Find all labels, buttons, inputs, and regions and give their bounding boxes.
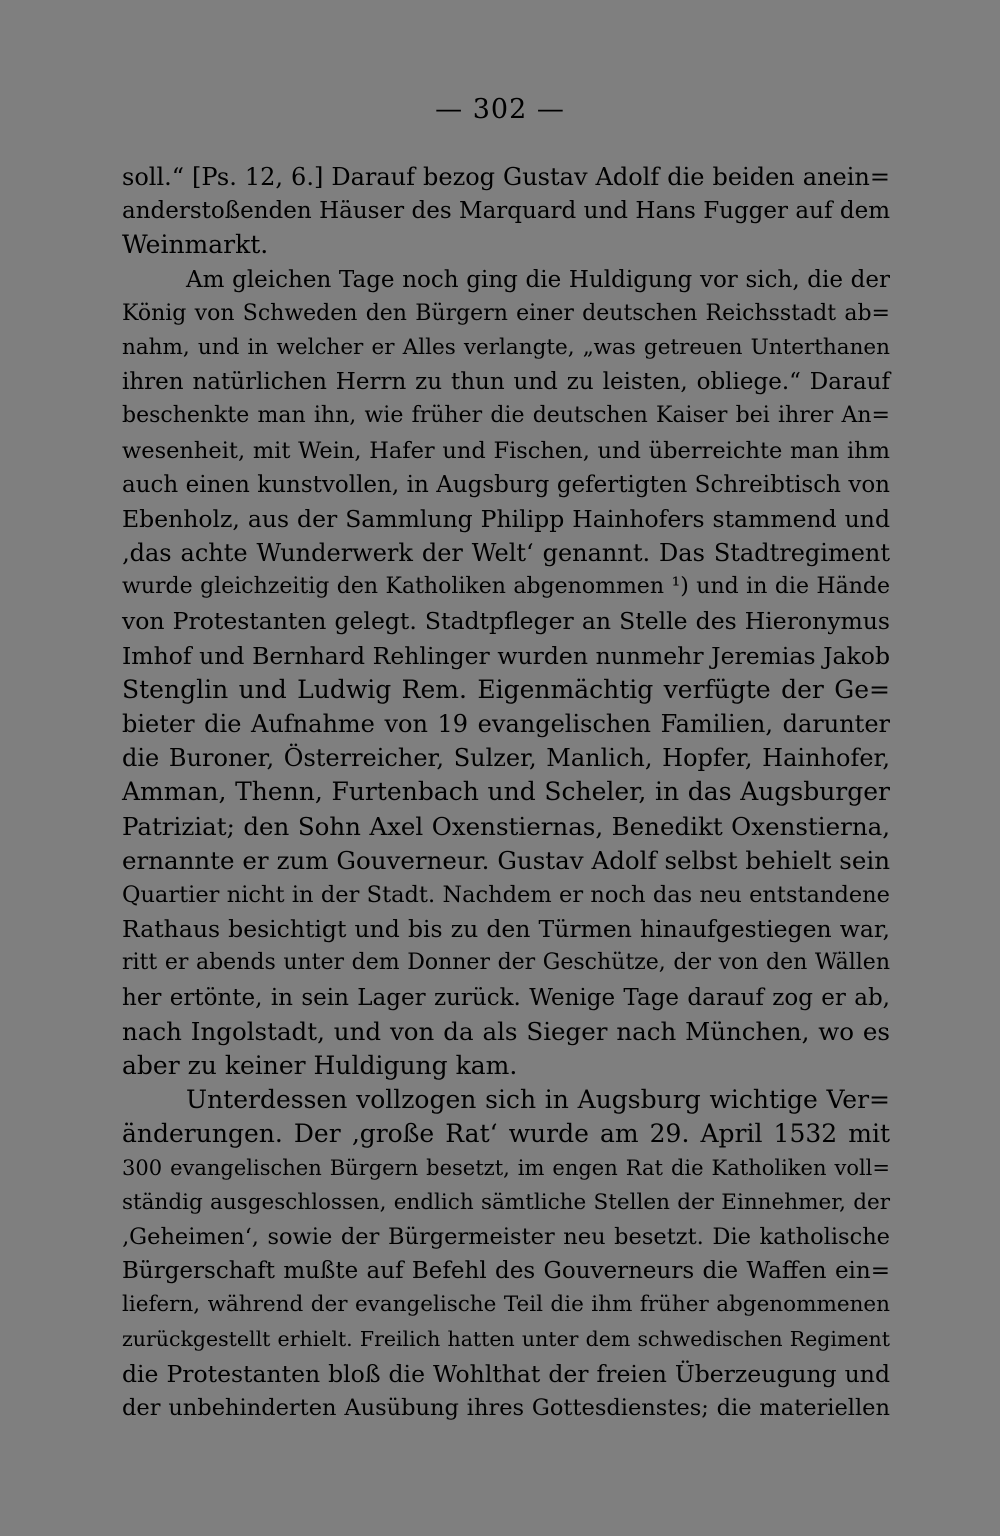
- text-line: soll.“ [Ps. 12, 6.] Darauf bezog Gustav Adolf die beiden anein=: [122, 163, 890, 191]
- text-line: die Buroner, Österreicher, Sulzer, Manlich, Hopfer, Hainhofer,: [122, 744, 890, 773]
- page-number: — 302 —: [435, 94, 565, 125]
- text-line: bieter die Aufnahme von 19 evangelischen Familien, darunter: [122, 710, 890, 738]
- text-line: ihren natürlichen Herrn zu thun und zu leisten, obliege.“ Darauf: [122, 369, 890, 396]
- text-line: liefern, während der evangelische Teil die ihm früher abgenommenen: [122, 1292, 890, 1318]
- text-line: Imhof und Bernhard Rehlinger wurden nunmehr Jeremias Jakob: [122, 641, 890, 670]
- body-text: [122, 160, 890, 1425]
- text-line: Ebenholz, aus der Sammlung Philipp Hainhofers stammend und: [122, 504, 890, 533]
- text-line: von Protestanten gelegt. Stadtpfleger an Stelle des Hieronymus: [122, 607, 890, 636]
- text-line: her ertönte, in sein Lager zurück. Wenige Tage darauf zog er ab,: [122, 984, 890, 1011]
- text-line: Patriziat; den Sohn Axel Oxenstiernas, Benedikt Oxenstierna,: [122, 811, 890, 841]
- text-line: Stenglin und Ludwig Rem. Eigenmächtig verfügte der Ge=: [122, 674, 890, 704]
- text-line: ‚das achte Wunderwerk der Welt‘ genannt. Das Stadtregiment: [122, 539, 890, 568]
- text-line: Am gleichen Tage noch ging die Huldigung vor sich, die der: [186, 266, 890, 293]
- text-line: Quartier nicht in der Stadt. Nachdem er noch das neu entstandene: [122, 881, 890, 908]
- text-line: Rathaus besichtigt und bis zu den Türmen hinaufgestiegen war,: [122, 915, 890, 944]
- text-line: ‚Geheimen‘, sowie der Bürgermeister neu besetzt. Die katholische: [122, 1223, 890, 1250]
- text-line: Bürgerschaft mußte auf Befehl des Gouverneurs die Waffen ein=: [122, 1258, 890, 1284]
- text-line: ritt er abends unter dem Donner der Geschütze, der von den Wällen: [122, 950, 890, 976]
- text-line: nach Ingolstadt, und von da als Sieger nach München, wo es: [122, 1016, 890, 1046]
- text-line: nahm, und in welcher er Alles verlangte, „was getreuen Unterthanen: [122, 334, 890, 360]
- text-line: König von Schweden den Bürgern einer deutschen Reichsstadt ab=: [122, 300, 890, 326]
- text-line: Unterdessen vollzogen sich in Augsburg wichtige Ver=: [186, 1085, 890, 1115]
- text-line: anderstoßenden Häuser des Marquard und Hans Fugger auf dem: [122, 198, 890, 225]
- text-line: wurde gleichzeitig den Katholiken abgenommen ¹) und in die Hände: [122, 574, 890, 600]
- text-line: die Protestanten bloß die Wohlthat der freien Überzeugung und: [122, 1359, 890, 1388]
- text-line: der unbehinderten Ausübung ihres Gottesdienstes; die materiellen: [122, 1394, 890, 1421]
- text-line: auch einen kunstvollen, in Augsburg gefertigten Schreibtisch von: [122, 471, 890, 498]
- text-line: ernannte er zum Gouverneur. Gustav Adolf selbst behielt sein: [122, 845, 890, 875]
- text-line: änderungen. Der ‚große Rat‘ wurde am 29. April 1532 mit: [122, 1119, 890, 1149]
- text-line: Weinmarkt.: [122, 230, 269, 260]
- text-line: wesenheit, mit Wein, Hafer und Fischen, und überreichte man ihm: [122, 437, 890, 464]
- text-line: aber zu keiner Huldigung kam.: [122, 1050, 518, 1080]
- text-line: beschenkte man ihn, wie früher die deutschen Kaiser bei ihrer An=: [122, 403, 890, 429]
- text-line: Amman, Thenn, Furtenbach und Scheler, in das Augsburger: [122, 777, 890, 807]
- text-line: zurückgestellt erhielt. Freilich hatten unter dem schwedischen Regiment: [122, 1327, 890, 1352]
- text-line: 300 evangelischen Bürgern besetzt, im engen Rat die Katholiken voll=: [122, 1156, 890, 1181]
- text-line: ständig ausgeschlossen, endlich sämtliche Stellen der Einnehmer, der: [122, 1189, 890, 1215]
